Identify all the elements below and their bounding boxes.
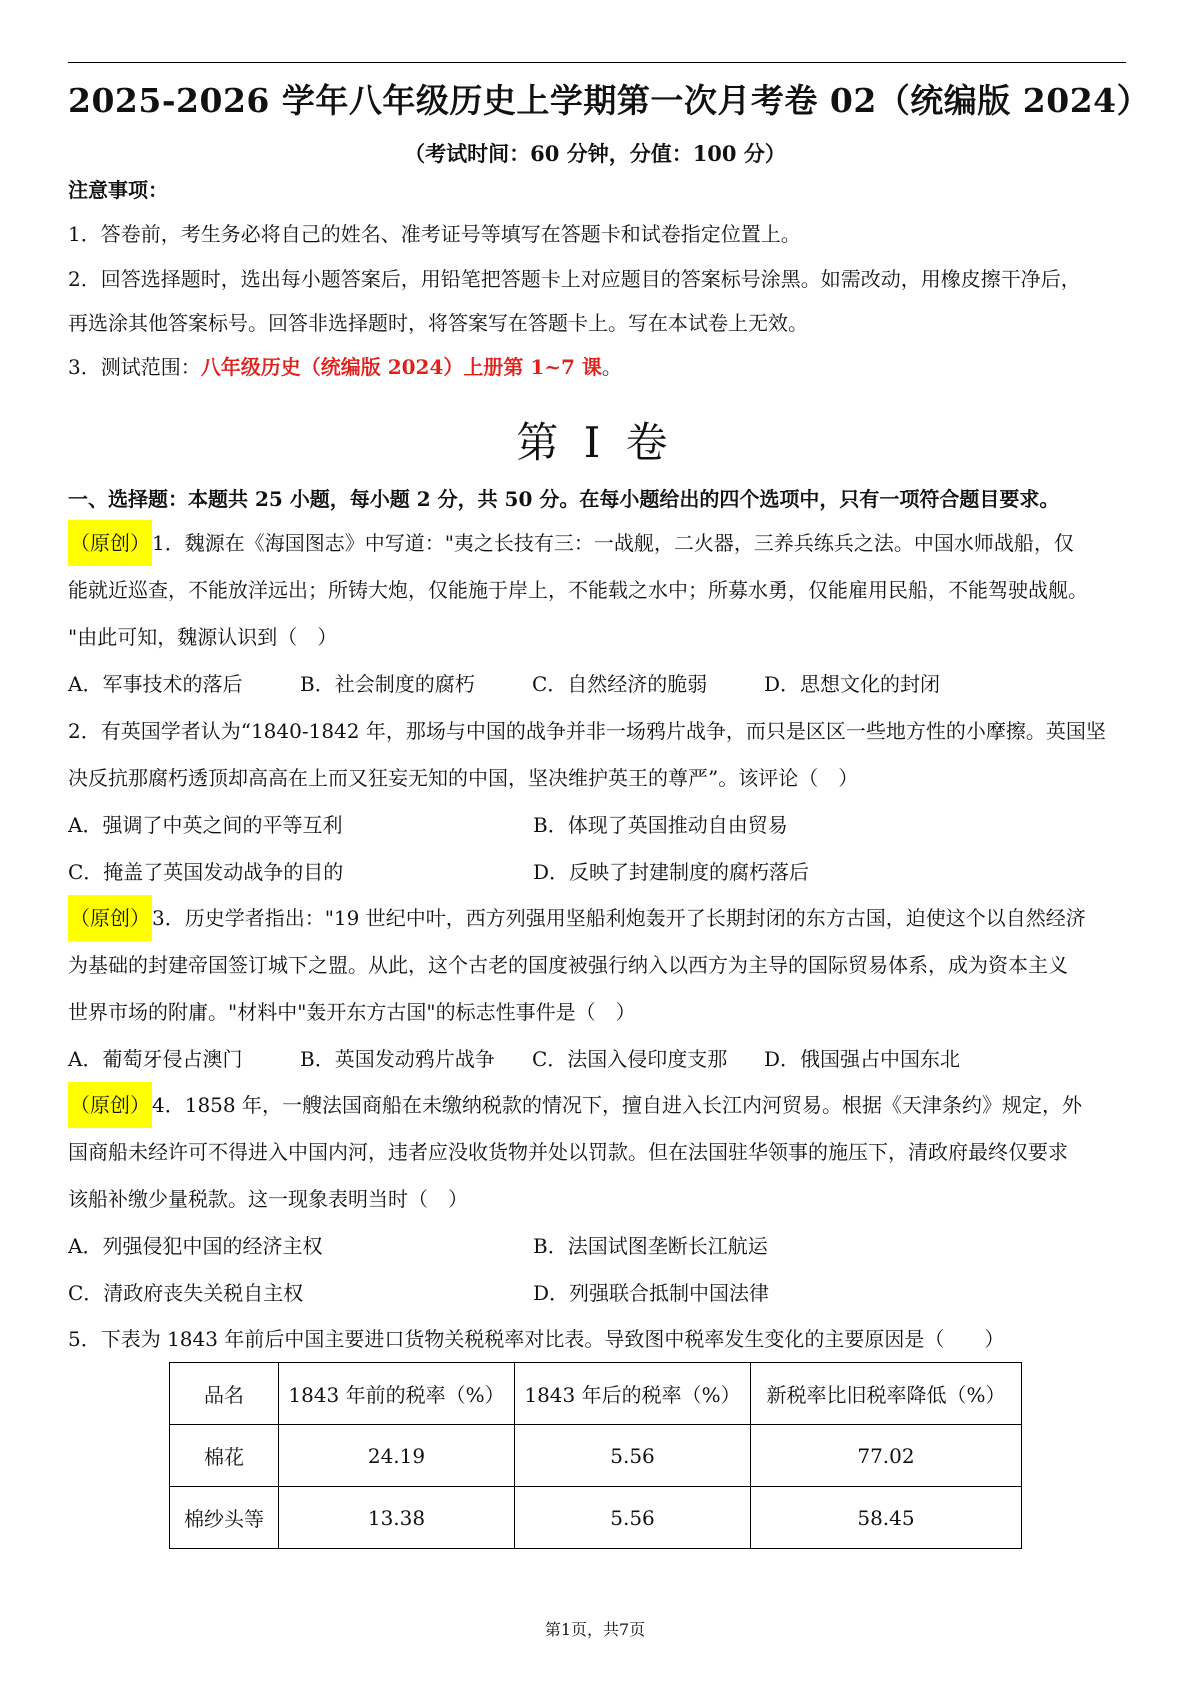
original-tag: （原创） (68, 520, 152, 566)
notice-item-3-prefix: 3．测试范围： (68, 355, 201, 379)
question-2 (68, 708, 1126, 896)
notice-item-3-suffix: 。 (601, 355, 622, 379)
question-4-options-row-2 (68, 1270, 1126, 1317)
notice-heading: 注意事项： (68, 178, 168, 202)
question-2-options-row-1 (68, 802, 1126, 849)
question-3-line-3: 世界市场的附庸。"材料中"轰开东方古国"的标志性事件是（ ） (68, 1000, 636, 1024)
table-cell: 58.45 (751, 1487, 1022, 1549)
notice-item-2-line-1: 2．回答选择题时，选出每小题答案后，用铅笔把答题卡上对应题目的答案标号涂黑。如需改动，用橡皮擦干净后， (68, 267, 1081, 291)
question-1-line-2: 能就近巡查，不能放洋远出；所铸大炮，仅能施于岸上，不能载之水中；所募水勇，仅能雇用民船，不能驾驶战舰。 (68, 578, 1088, 602)
option-c: C．法国入侵印度支那 (532, 1047, 728, 1071)
table-cell: 5.56 (515, 1425, 751, 1487)
option-c: C．清政府丧失关税自主权 (68, 1281, 304, 1305)
question-2-line-1: 2．有英国学者认为“1840-1842 年，那场与中国的战争并非一场鸦片战争，而只是区区一些地方性的小摩擦。英国坚 (68, 719, 1106, 743)
question-5 (68, 1316, 1126, 1363)
option-b: B．英国发动鸦片战争 (300, 1047, 495, 1071)
question-4-options-row-1 (68, 1223, 1126, 1270)
question-1-line-1: （原创） 1．魏源在《海国图志》中写道："夷之长技有三：一战舰，二火器，三养兵练兵之法。中国水师战船，仅 (68, 520, 1126, 567)
question-1-options (68, 661, 1126, 708)
table-cell: 13.38 (279, 1487, 515, 1549)
page-title: 2025-2026 学年八年级历史上学期第一次月考卷 02（统编版 2024） (68, 81, 1151, 120)
page-number: 第1页，共7页 (544, 1620, 646, 1639)
question-1-line-3: "由此可知，魏源认识到（ ） (68, 625, 338, 649)
option-c: C．自然经济的脆弱 (532, 672, 708, 696)
question-4-line-1: （原创） 4．1858 年，一艘法国商船在未缴纳税款的情况下，擅自进入长江内河贸易。根据《天津条约》规定，外 (68, 1082, 1126, 1129)
original-tag: （原创） (68, 1082, 152, 1128)
original-tag: （原创） (68, 895, 152, 941)
table-header-cell: 新税率比旧税率降低（%） (751, 1363, 1022, 1425)
volume-title: 第 I 卷 (516, 418, 674, 467)
test-range: 八年级历史（统编版 2024）上册第 1~7 课 (200, 355, 602, 379)
exam-info: （考试时间：60 分钟，分值：100 分） (404, 141, 786, 166)
table-header-cell: 1843 年前的税率（%） (279, 1363, 515, 1425)
question-1 (68, 520, 1126, 708)
option-a: A．列强侵犯中国的经济主权 (68, 1234, 323, 1258)
option-a: A．强调了中英之间的平等互利 (68, 813, 343, 837)
option-b: B．社会制度的腐朽 (300, 672, 475, 696)
option-d: D．俄国强占中国东北 (764, 1047, 961, 1071)
notice-item-3 (68, 352, 1126, 382)
question-2-line-2: 决反抗那腐朽透顶却高高在上而又狂妄无知的中国，坚决维护英王的尊严”。该评论（ ） (68, 766, 859, 790)
table-cell: 5.56 (515, 1487, 751, 1549)
table-row (170, 1487, 1022, 1549)
table-cell: 棉纱头等 (170, 1487, 279, 1549)
question-3 (68, 895, 1126, 1083)
tariff-table (169, 1362, 1022, 1549)
option-b: B．法国试图垄断长江航运 (533, 1234, 768, 1258)
top-divider (68, 62, 1126, 63)
table-cell: 24.19 (279, 1425, 515, 1487)
question-4-line-2: 国商船未经许可不得进入中国内河，违者应没收货物并处以罚款。但在法国驻华领事的施压下，清政府最终仅要求 (68, 1140, 1068, 1164)
option-c: C．掩盖了英国发动战争的目的 (68, 860, 344, 884)
question-3-line-1: （原创） 3．历史学者指出："19 世纪中叶，西方列强用坚船利炮轰开了长期封闭的东方古国，迫使这个以自然经济 (68, 895, 1126, 942)
table-header-row (170, 1363, 1022, 1425)
table-header-cell: 品名 (170, 1363, 279, 1425)
option-d: D．列强联合抵制中国法律 (533, 1281, 770, 1305)
question-4 (68, 1082, 1126, 1317)
table-row (170, 1425, 1022, 1487)
option-d: D．思想文化的封闭 (764, 672, 941, 696)
section-instruction: 一、选择题：本题共 25 小题，每小题 2 分，共 50 分。在每小题给出的四个选项中，只有一项符合题目要求。 (68, 487, 1060, 511)
question-2-options-row-2 (68, 849, 1126, 896)
question-5-line-1: 5．下表为 1843 年前后中国主要进口货物关税税率对比表。导致图中税率发生变化的主要原因是（ ） (68, 1327, 1005, 1351)
table-header-cell: 1843 年后的税率（%） (515, 1363, 751, 1425)
table-cell: 棉花 (170, 1425, 279, 1487)
option-d: D．反映了封建制度的腐朽落后 (533, 860, 810, 884)
notice-item-2-line-2: 再选涂其他答案标号。回答非选择题时，将答案写在答题卡上。写在本试卷上无效。 (68, 311, 808, 335)
notice-item-1: 1．答卷前，考生务必将自己的姓名、准考证号等填写在答题卡和试卷指定位置上。 (68, 222, 801, 246)
option-a: A．葡萄牙侵占澳门 (68, 1047, 243, 1071)
option-a: A．军事技术的落后 (68, 672, 243, 696)
option-b: B．体现了英国推动自由贸易 (533, 813, 788, 837)
question-4-line-3: 该船补缴少量税款。这一现象表明当时（ ） (68, 1187, 468, 1211)
question-3-line-2: 为基础的封建帝国签订城下之盟。从此，这个古老的国度被强行纳入以西方为主导的国际贸易体系，成为资本主义 (68, 953, 1068, 977)
table-cell: 77.02 (751, 1425, 1022, 1487)
question-3-options (68, 1036, 1126, 1083)
